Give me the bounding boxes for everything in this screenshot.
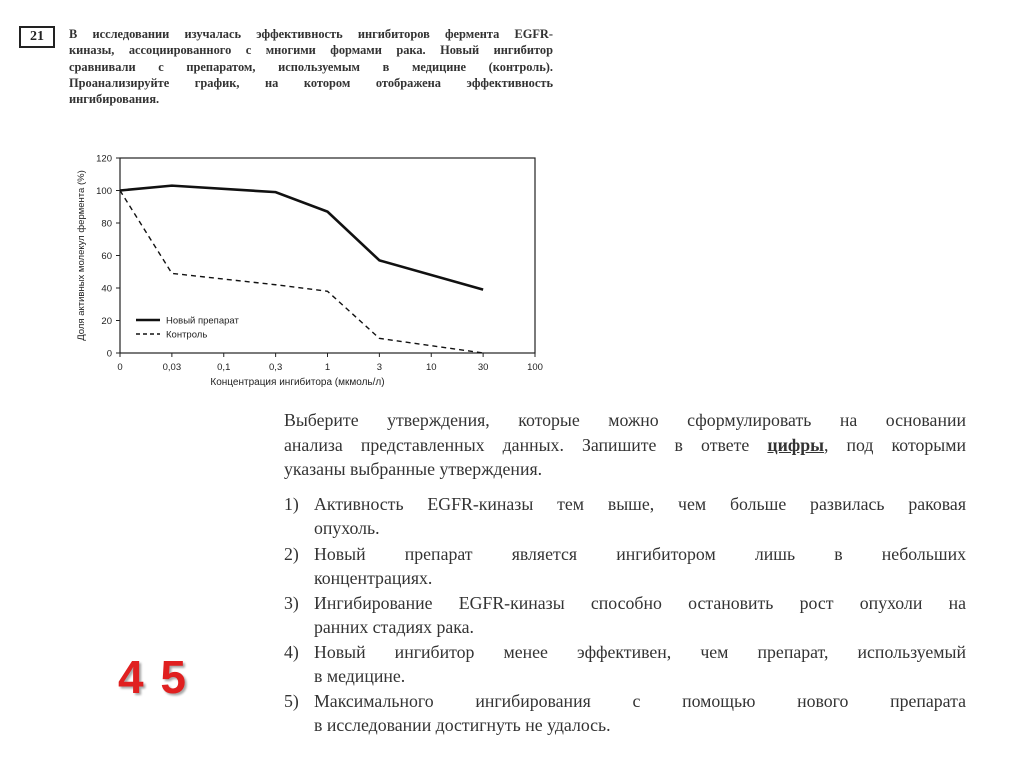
efficacy-line-chart (70, 148, 550, 393)
option-text (314, 689, 966, 737)
emphasis-digits: цифры (767, 434, 824, 455)
y-axis-label: Доля активных молекул фермента (%) (76, 170, 87, 341)
legend-label: Новый препарат (166, 315, 239, 327)
x-tick-label: 3 (376, 362, 383, 373)
option-line: концентрациях. (314, 568, 433, 588)
x-tick-label: 30 (477, 362, 489, 373)
x-tick-label: 0,3 (269, 362, 283, 373)
option-text (314, 640, 966, 688)
task-instructions (284, 408, 966, 482)
option-text (314, 591, 966, 639)
y-tick-label: 120 (96, 153, 112, 165)
intro-line: Проанализируйте график, на котором отображена эффективность (69, 75, 553, 90)
y-tick-label: 0 (106, 348, 112, 360)
option-line: в медицине. (314, 666, 406, 686)
task-line: анализа представленных данных. Запишите в ответе цифры, под которыми (284, 434, 966, 455)
x-tick-label: 0,03 (162, 362, 182, 373)
option-number: 1) (284, 494, 299, 514)
y-tick-label: 60 (101, 251, 112, 262)
legend-label: Контроль (166, 329, 208, 341)
option-line: Максимального ингибирования с помощью нового препарата (314, 691, 966, 711)
x-tick-label: 0,1 (217, 362, 231, 373)
option-line: Новый препарат является ингибитором лишь в небольших (314, 544, 966, 564)
option-line: Ингибирование EGFR-киназы способно остановить рост опухоли на (314, 593, 966, 613)
x-axis-label: Концентрация ингибитора (мкмоль/л) (210, 377, 385, 388)
option-number: 5) (284, 691, 299, 711)
y-tick-label: 80 (101, 218, 112, 230)
task-line: Выберите утверждения, которые можно сформулировать на основании (284, 410, 966, 430)
question-number: 21 (19, 26, 55, 48)
option-line: опухоль. (314, 518, 380, 538)
option-number: 3) (284, 593, 299, 613)
question-intro (69, 26, 553, 107)
option-number: 4) (284, 642, 299, 662)
option-line: ранних стадиях рака. (314, 617, 475, 637)
y-tick-label: 20 (101, 316, 112, 327)
intro-line: В исследовании изучалась эффективность ингибиторов фермента EGFR- (69, 27, 553, 41)
x-tick-label: 10 (425, 362, 437, 373)
option-line: в исследовании достигнуть не удалось. (314, 715, 611, 735)
intro-line: сравнивали с препаратом, используемым в медицине (контроль). (69, 59, 553, 74)
option-line: Активность EGFR-киназы тем выше, чем больше развилась раковая (314, 494, 966, 514)
y-tick-label: 40 (101, 283, 112, 295)
option-line: Новый ингибитор менее эффективен, чем препарат, используемый (314, 642, 966, 662)
y-tick-label: 100 (96, 186, 112, 197)
answer-annotation: 4 5 (118, 651, 188, 703)
x-tick-label: 100 (527, 362, 543, 373)
option-number: 2) (284, 544, 299, 564)
option-text (314, 492, 966, 540)
intro-line: киназы, ассоциированного с многими формами рака. Новый ингибитор (69, 43, 553, 58)
intro-line: ингибирования. (69, 92, 160, 107)
task-line: указаны выбранные утверждения. (284, 459, 543, 480)
x-tick-label: 0 (117, 362, 123, 373)
option-text (314, 542, 966, 590)
x-tick-label: 1 (324, 362, 331, 373)
